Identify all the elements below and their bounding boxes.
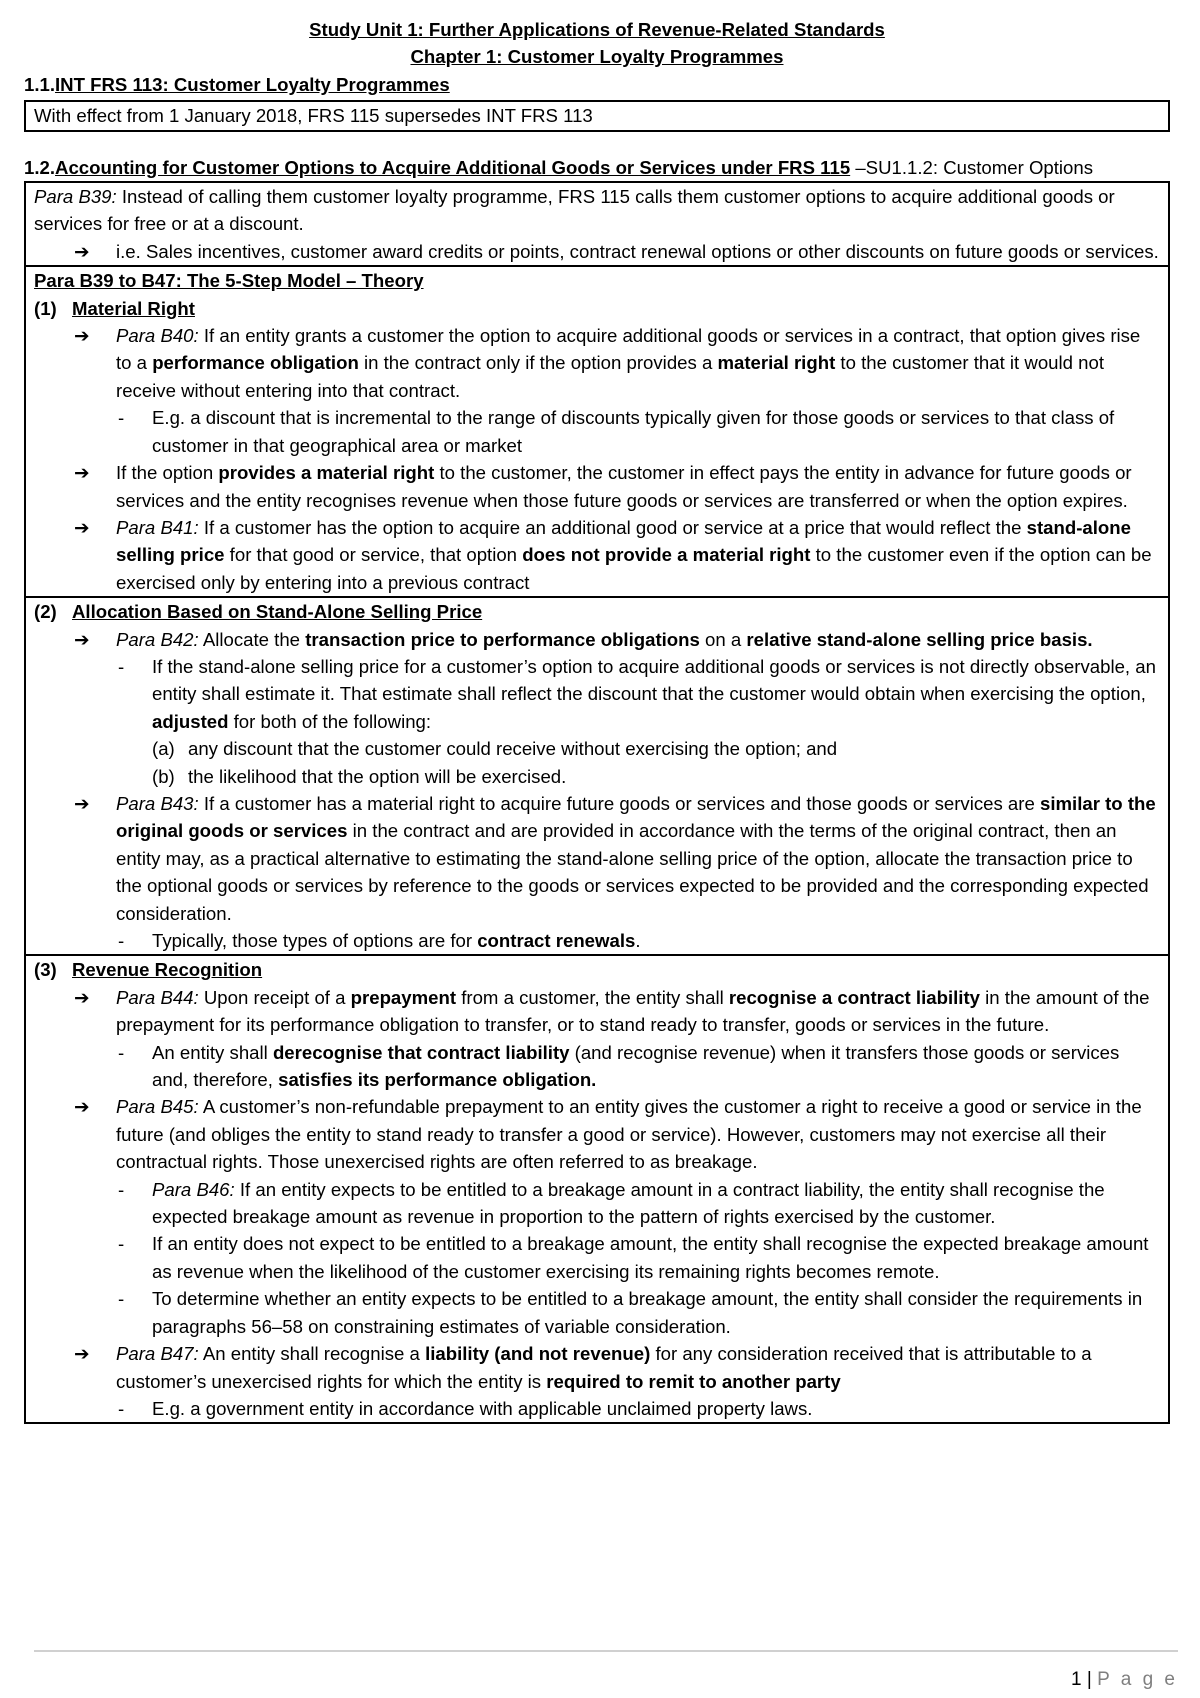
para-ref: Para B42: [116,628,199,650]
dash-icon: - [118,1397,125,1419]
text: in the contract and are provided in accordance with the terms of the original contract, then an entity may, as a practical alternative to estimating the stand-alone selling price of the option, allocate the transaction price to the optional goods or services by reference to the goods or services expected to be provided and the corresponding expected consideration. [116,820,1149,924]
section-number: 1.2. [24,156,56,178]
material-right-bullet [34,459,1160,514]
section-reference: –SU1.1.2: Customer Options [850,156,1094,178]
constraining-estimates-item [34,1285,1160,1340]
government-example [34,1395,1160,1422]
emphasis: performance obligation [152,352,359,374]
subsection-title: Allocation Based on Stand-Alone Selling Price [72,601,483,623]
text: the likelihood that the option will be exercised. [188,765,567,787]
derecognise-item [34,1039,1160,1094]
text: If an entity expects to be entitled to a breakage amount in a contract liability, the entity shall recognise the expected breakage amount as revenue in proportion to the pattern of rights exercised by the customer. [152,1178,1105,1228]
list-label: (a) [152,738,175,760]
para-ref: Para B41: [116,516,199,538]
emphasis: relative stand-alone selling price basis. [746,628,1093,650]
subsection-title: Material Right [72,297,195,319]
study-unit-title: Study Unit 1: Further Applications of Revenue-Related Standards [309,19,885,40]
text: If the stand-alone selling price for a customer’s option to acquire additional goods or services is not directly observable, an entity shall estimate it. That estimate shall reflect the discount that the customer would obtain when exercising the option, [152,655,1156,705]
section-title: Accounting for Customer Options to Acquire Additional Goods or Services under FRS 115 [55,156,851,178]
emphasis: stand-alone selling price [116,516,1131,566]
text: in the contract only if the option provides a [358,352,718,374]
text: to the customer, the customer in effect pays the entity in advance for future goods or services and the entity recognises revenue when those future goods or services are transferred or when the option expires. [116,462,1132,511]
para-ref: Para B45: [116,1096,199,1118]
b42-bullet [34,626,1160,653]
estimate-ssp-item [34,653,1160,735]
emphasis: contract renewals [477,930,636,951]
text: If the option [116,462,219,484]
emphasis: does not provide a material right [522,544,811,566]
text: E.g. a discount that is incremental to the range of discounts typically given for those goods or services to that class of customer in that geographical area or market [152,407,1115,456]
b47-bullet [34,1340,1160,1395]
text: If an entity grants a customer the option to acquire additional goods or services in a contract, that option gives rise to a [116,325,1141,374]
dash-icon: - [118,1178,125,1200]
text: An entity shall [152,1041,273,1063]
text: To determine whether an entity expects to be entitled to a breakage amount, the entity shall consider the requirements in paragraphs 56–58 on constraining estimates of variable consideration. [152,1288,1143,1337]
text: for that good or service, that option [224,544,523,566]
text: from a customer, the entity shall [456,986,729,1008]
page-label: P a g e [1097,1669,1178,1690]
text: An entity shall recognise a [198,1343,426,1365]
emphasis: prepayment [350,986,457,1008]
text: to the customer even if the option can be exercised only by entering into a previous contract [116,544,1152,593]
list-label: (b) [152,765,175,787]
b41-bullet [34,514,1160,596]
para-ref: Para B40: [116,325,199,347]
emphasis: required to remit to another party [546,1370,841,1392]
text: on a [699,628,747,650]
arrow-icon: ➔ [74,462,90,484]
b46-item [34,1176,1160,1231]
arrow-icon: ➔ [74,628,90,650]
arrow-icon: ➔ [74,1343,90,1365]
b43-bullet [34,790,1160,927]
page-number: 1 [1071,1669,1082,1690]
para-ref: Para B39: [34,186,117,208]
page-footer [1071,1666,1178,1693]
text: in the amount of the prepayment for its performance obligation to transfer, or to stand ready to transfer, goods or services in the future. [116,986,1150,1036]
bullet-text: i.e. Sales incentives, customer award credits or points, contract renewal options or other discounts on future goods or services. [116,240,1159,262]
emphasis: derecognise that contract liability [272,1041,570,1063]
section-1-2-heading [24,154,1170,181]
dash-icon: - [118,655,125,677]
dash-icon: - [118,930,125,951]
adjustment-b [34,763,1160,790]
emphasis: transaction price to performance obligations [305,628,700,650]
supersedes-note-box [24,100,1170,131]
dash-icon: - [118,407,125,429]
text: If a customer has the option to acquire an additional good or service at a price that would reflect the [198,516,1027,538]
para-ref: Para B47: [116,1343,199,1365]
para-text: Instead of calling them customer loyalty programme, FRS 115 calls them customer options to acquire additional goods or services for free or at a discount. [34,186,1115,235]
text: any discount that the customer could receive without exercising the option; and [188,738,838,760]
b40-bullet [34,322,1160,404]
subsection-2-heading [34,598,1160,625]
notes-table [24,181,1170,1424]
para-ref: Para B43: [116,792,199,814]
dash-icon: - [118,1288,125,1310]
supersedes-note: With effect from 1 January 2018, FRS 115 supersedes INT FRS 113 [34,105,593,127]
emphasis: adjusted [152,710,229,732]
contract-renewals-item [34,927,1160,954]
arrow-icon: ➔ [74,986,90,1008]
revenue-recognition-cell [24,954,1170,1424]
text: E.g. a government entity in accordance with applicable unclaimed property laws. [152,1397,813,1419]
arrow-icon: ➔ [74,516,90,538]
text: Upon receipt of a [198,986,351,1008]
subsection-number: (1) [34,297,57,319]
footer-separator: | [1086,1669,1092,1690]
section-number: 1.1. [24,73,56,95]
adjustment-a [34,735,1160,762]
emphasis: liability (and not revenue) [425,1343,651,1365]
b45-bullet [34,1093,1160,1175]
emphasis: provides a material right [218,462,435,484]
subsection-3-heading [34,956,1160,983]
intro-cell [24,181,1170,267]
footer-divider [34,1650,1178,1652]
dash-icon: - [118,1233,125,1255]
text: for both of the following: [228,710,432,732]
text: to the customer that it would not receive without entering into that contract. [116,352,1104,401]
b44-bullet [34,984,1160,1039]
text: A customer’s non-refundable prepayment to an entity gives the customer a right to receive a good or service in the future (and obliges the entity to stand ready to transfer a good or service). However, customers may not exercise all their contractual rights. Those unexercised rights are often referred to as breakage. [116,1096,1142,1173]
text: Typically, those types of options are for [152,930,478,951]
text: If a customer has a material right to acquire future goods or services and those goods or services are [198,792,1040,814]
intro-bullet [34,238,1160,265]
dash-icon: - [118,1041,125,1063]
text: If an entity does not expect to be entitled to a breakage amount, the entity shall recognise the expected breakage amount as revenue when the likelihood of the customer exercising its remaining rights becomes remote. [152,1233,1149,1282]
no-breakage-item [34,1230,1160,1285]
material-right-cell [24,265,1170,598]
section-title: INT FRS 113: Customer Loyalty Programmes [55,73,450,95]
subsection-number: (2) [34,601,57,623]
discount-example [34,404,1160,459]
arrow-icon: ➔ [74,240,90,262]
subsection-title: Revenue Recognition [72,959,263,981]
text: Allocate the [198,628,306,650]
section-1-1-heading [24,71,1170,98]
emphasis: material right [717,352,836,374]
chapter-title: Chapter 1: Customer Loyalty Programmes [410,46,784,68]
text: (and recognise revenue) when it transfers those goods or services and, therefore, [152,1041,1120,1091]
allocation-cell [24,596,1170,956]
subsection-number: (3) [34,959,57,981]
para-ref: Para B44: [116,986,199,1008]
arrow-icon: ➔ [74,1096,90,1118]
theory-heading: Para B39 to B47: The 5-Step Model – Theory [34,270,424,292]
arrow-icon: ➔ [74,325,90,347]
intro-paragraph [34,183,1160,238]
emphasis: recognise a contract liability [728,986,980,1008]
emphasis: similar to the original goods or services [116,792,1156,842]
arrow-icon: ➔ [74,792,90,814]
document-page [24,16,1170,1424]
subsection-1-heading [34,295,1160,322]
emphasis: satisfies its performance obligation. [278,1069,597,1091]
text: for any consideration received that is attributable to a customer’s unexercised rights for which the entity is [116,1343,1092,1392]
para-ref: Para B46: [152,1178,235,1200]
text: . [635,930,641,951]
